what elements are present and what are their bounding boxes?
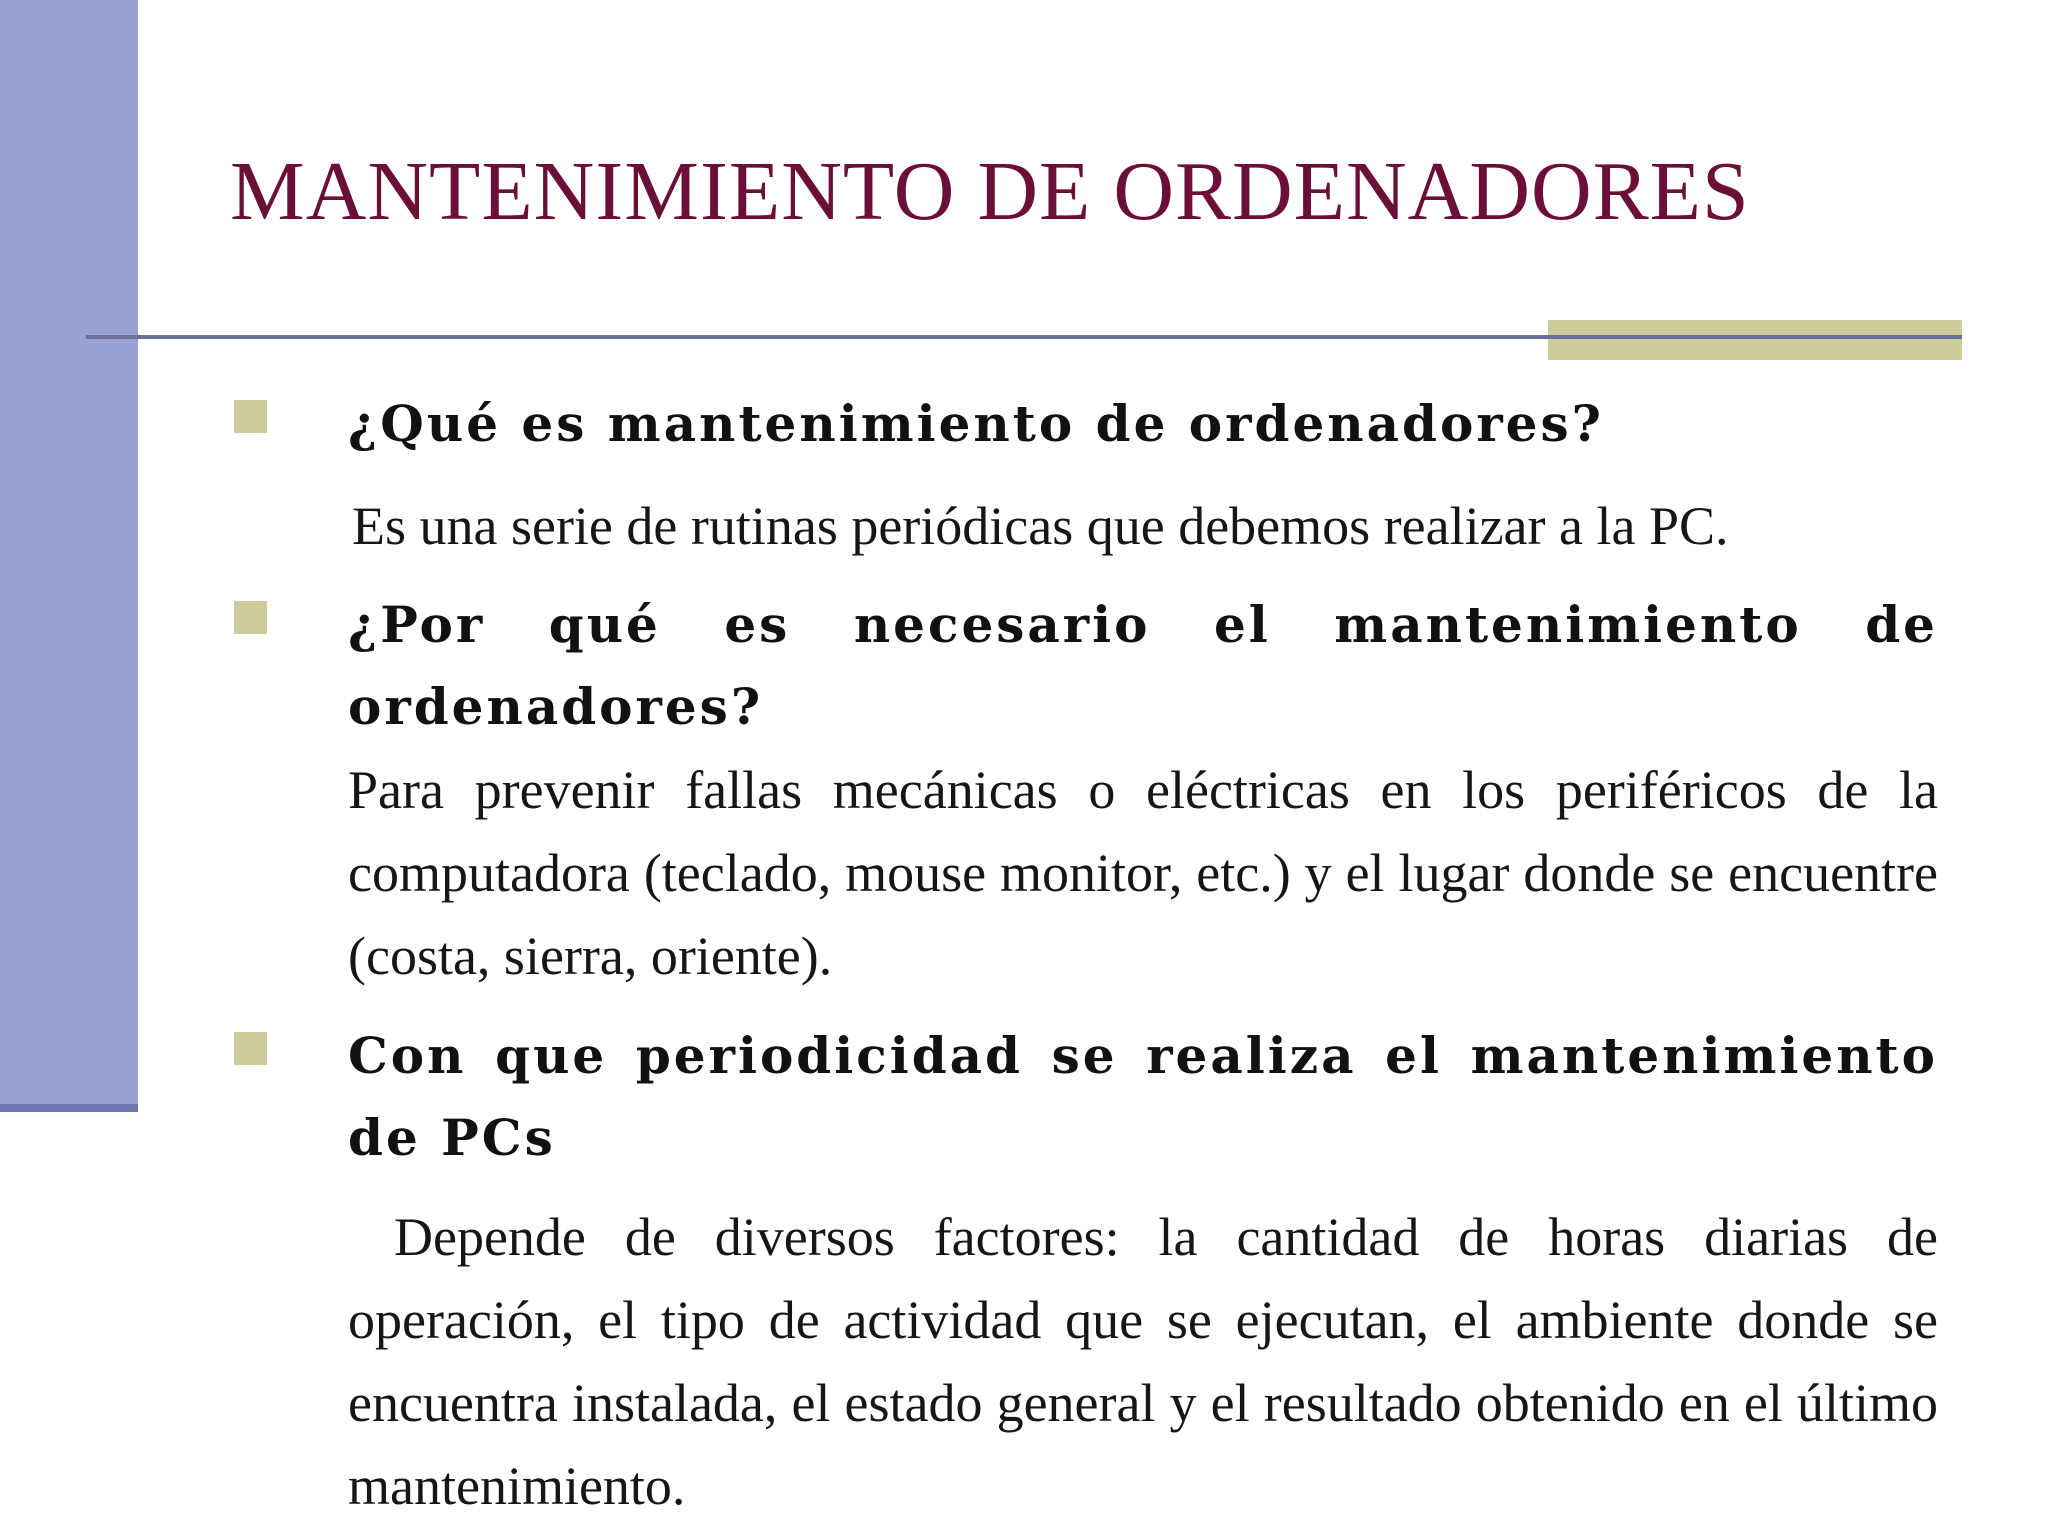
answer-1: Es una serie de rutinas periódicas que debemos realizar a la PC. (352, 496, 1729, 556)
bullet-square (234, 400, 267, 433)
bullet-square (234, 1032, 267, 1065)
answer-3: Depende de diversos factores: la cantidad de horas diarias de operación, el tipo de actividad que se ejecutan, el ambiente donde se encuentra instalada, el estado general y el resultado obtenido en el último mantenimiento. (348, 1207, 1938, 1516)
title-rule-overlay (1548, 335, 1962, 339)
question-3: Con que periodicidad se realiza el mantenimiento de PCs (348, 1026, 1938, 1167)
question-2: ¿Por qué es necesario el mantenimiento de ordenadores? (348, 595, 1938, 736)
question-1: ¿Qué es mantenimiento de ordenadores? (348, 394, 1604, 453)
answer-2: Para prevenir fallas mecánicas o eléctricas en los periféricos de la computadora (teclado, mouse monitor, etc.) y el lugar donde se encuentre (costa, sierra, oriente). (348, 760, 1938, 986)
title-rule-accent (1548, 320, 1962, 360)
left-accent-band (0, 0, 138, 1112)
bullet-square (234, 601, 267, 634)
slide-title: MANTENIMIENTO DE ORDENADORES (230, 145, 1750, 238)
